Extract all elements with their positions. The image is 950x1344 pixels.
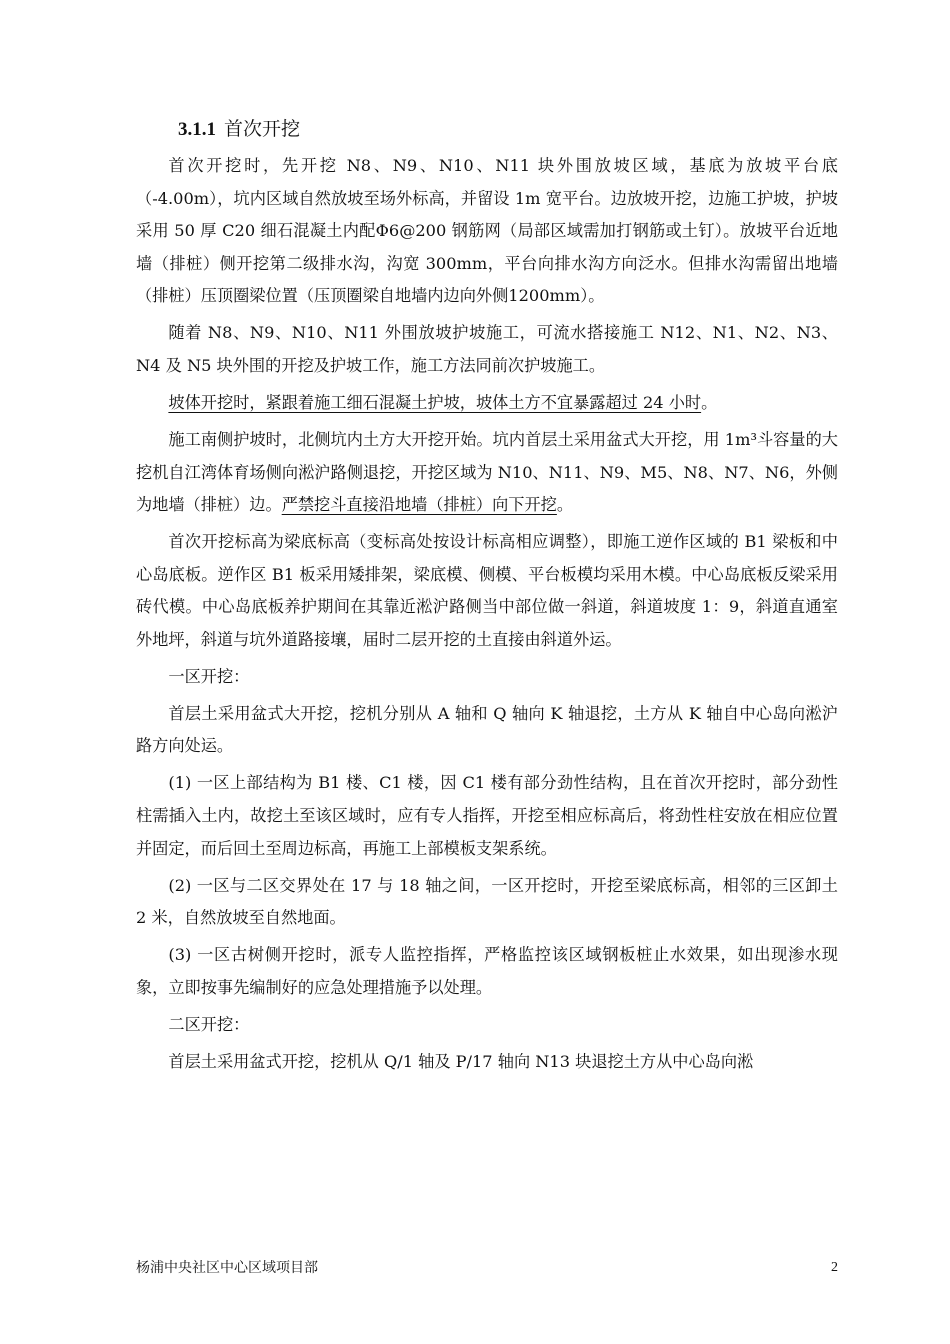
footer-page-number: 2 <box>831 1260 838 1275</box>
paragraph-2: 随着 N8、N9、N10、N11 外围放坡护坡施工，可流水搭接施工 N12、N1、N2、N3、N4 及 N5 块外围的开挖及护坡工作，施工方法同前次护坡施工。 <box>136 323 838 375</box>
paragraph-6: 一区开挖： <box>168 666 250 686</box>
paragraph-12: 首层土采用盆式开挖，挖机从 Q/1 轴及 P/17 轴向 N13 块退挖土方从中心岛向淞 <box>168 1051 754 1071</box>
underlined-warning-slope: 坡体开挖时，紧跟着施工细石混凝土护坡，坡体土方不宜暴露超过 24 小时 <box>168 392 702 412</box>
paragraph-10: (3) 一区古树侧开挖时，派专人监控指挥，严格监控该区域钢板桩止水效果，如出现渗水现象，立即按事先编制好的应急处理措施予以处理。 <box>136 945 838 997</box>
paragraph-8: (1) 一区上部结构为 B1 楼、C1 楼，因 C1 楼有部分劲性结构，且在首次开挖时，部分劲性柱需插入土内，故挖土至该区域时，应有专人指挥，开挖至相应标高后，将劲性柱安放在相应位置并固定，而后回土至周边标高，再施工上部模板支架系统。 <box>136 773 838 858</box>
underlined-warning-bucket: 严禁挖斗直接沿地墙（排桩）向下开挖 <box>281 495 557 515</box>
paragraph-4-main: 施工南侧护坡时，北侧坑内土方大开挖开始。坑内首层土采用盆式大开挖，用 1m³斗容量的大挖机自江湾体育场侧向淞沪路侧退挖，开挖区域为 N10、N11、N9、M5、N8、N7、N6，外侧为地墙（排桩）边。 <box>136 429 838 515</box>
footer-project-name: 杨浦中央社区中心区域项目部 <box>136 1260 318 1276</box>
paragraph-3 <box>136 387 838 420</box>
paragraph-4-end: 。 <box>556 495 574 515</box>
body-text <box>136 150 838 1083</box>
section-heading <box>178 114 300 145</box>
paragraph-5: 首次开挖标高为梁底标高（变标高处按设计标高相应调整），即施工逆作区域的 B1 梁板和中心岛底板。逆作区 B1 板采用矮排架，梁底模、侧模、平台板模均采用木模。中心岛底板反梁采用砖代模。中心岛底板养护期间在其靠近淞沪路侧当中部位做一斜道，斜道坡度 1：9，斜道直通室外地坪，斜道与坑外道路接壤，届时二层开挖的土直接由斜道外运。 <box>136 532 838 649</box>
paragraph-1: 首次开挖时，先开挖 N8、N9、N10、N11 块外围放坡区域，基底为放坡平台底（-4.00m），坑内区域自然放坡至场外标高，并留设 1m 宽平台。边放坡开挖，边施工护坡，护坡采用 50 厚 C20 细石混凝土内配Φ6@200 钢筋网（局部区域需加打钢筋或土钉）。放坡平台近地墙（排桩）侧开挖第二级排水沟，沟宽 300mm，平台向排水沟方向泛水。但排水沟需留出地墙（排桩）压顶圈梁位置（压顶圈梁自地墙内边向外侧1200mm）。 <box>136 156 838 306</box>
paragraph-9: (2) 一区与二区交界处在 17 与 18 轴之间，一区开挖时，开挖至梁底标高，相邻的三区卸土 2 米，自然放坡至自然地面。 <box>136 875 838 928</box>
section-number: 3.1.1 <box>178 119 216 140</box>
paragraph-3-end: 。 <box>701 392 718 412</box>
paragraph-7: 首层土采用盆式大开挖，挖机分别从 A 轴和 Q 轴向 K 轴退挖，土方从 K 轴自中心岛向淞沪路方向处运。 <box>136 703 838 756</box>
section-title: 首次开挖 <box>224 118 301 140</box>
paragraph-11: 二区开挖： <box>168 1014 250 1034</box>
paragraph-4 <box>136 424 838 522</box>
